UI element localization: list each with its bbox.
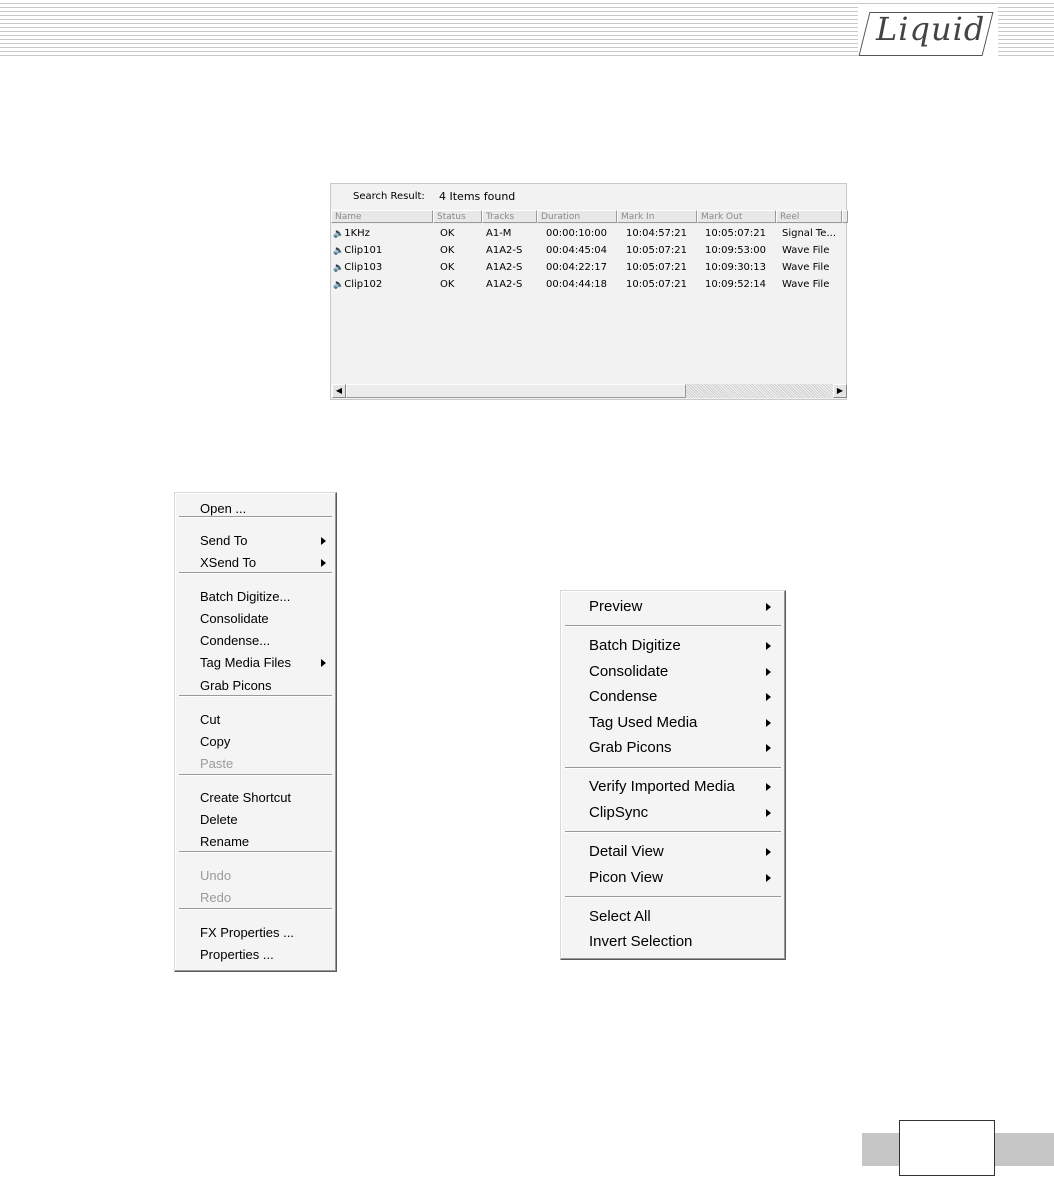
cell-mark-in: 10:05:07:21 (626, 245, 688, 256)
menu-item-consolidate[interactable] (561, 661, 785, 683)
search-result-panel (330, 183, 847, 400)
cell-name (333, 228, 370, 239)
cell-mark-in: 10:05:07:21 (626, 279, 688, 290)
cell-duration: 00:04:44:18 (546, 279, 608, 290)
menu-item-properties[interactable] (175, 946, 336, 964)
menu-item-undo (175, 867, 336, 885)
menu-separator (179, 516, 332, 518)
logo-text: Liquid (876, 10, 986, 48)
cell-tracks: A1-M (486, 228, 512, 239)
menu-separator (565, 831, 781, 833)
submenu-arrow-icon (321, 537, 326, 545)
cell-reel: Wave File (782, 245, 830, 256)
menu-item-label: Properties ... (200, 947, 274, 962)
column-header-mark-out[interactable]: Mark Out (697, 210, 776, 223)
menu-item-invert-selection[interactable] (561, 931, 785, 953)
menu-item-label: XSend To (200, 555, 257, 570)
cell-name-text: Clip103 (344, 262, 383, 273)
menu-separator (179, 908, 332, 910)
cell-status: OK (440, 279, 455, 290)
menu-item-xsend-to[interactable] (175, 554, 336, 572)
menu-item-label: Delete (200, 812, 238, 827)
column-header-duration[interactable]: Duration (537, 210, 617, 223)
cell-duration: 00:00:10:00 (546, 228, 608, 239)
menu-item-label: Send To (200, 533, 248, 548)
menu-item-paste (175, 755, 336, 773)
menu-separator (179, 695, 332, 697)
menu-item-label: Create Shortcut (200, 790, 292, 805)
menu-separator (565, 896, 781, 898)
cell-mark-in: 10:05:07:21 (626, 262, 688, 273)
menu-item-tag-used-media[interactable] (561, 712, 785, 734)
menu-item-label: Grab Picons (589, 739, 672, 756)
menu-item-tag-media-files[interactable] (175, 654, 336, 672)
column-header-name[interactable]: Name (331, 210, 433, 223)
menu-item-label: Cut (200, 712, 221, 727)
column-header-reel[interactable]: Reel (776, 210, 842, 223)
cell-reel: Wave File (782, 262, 830, 273)
search-result-count: 4 Items found (439, 190, 516, 203)
table-row[interactable] (331, 260, 846, 276)
menu-item-label: Tag Used Media (589, 714, 698, 731)
submenu-arrow-icon (766, 874, 771, 882)
table-row[interactable] (331, 243, 846, 259)
menu-item-label: Verify Imported Media (589, 778, 735, 795)
submenu-arrow-icon (766, 642, 771, 650)
menu-item-select-all[interactable] (561, 906, 785, 928)
menu-item-batch-digitize[interactable] (175, 588, 336, 606)
menu-item-batch-digitize[interactable] (561, 635, 785, 657)
cell-tracks: A1A2-S (486, 279, 523, 290)
menu-separator (179, 851, 332, 853)
speaker-icon: 🔈 (333, 280, 345, 290)
cell-mark-in: 10:04:57:21 (626, 228, 688, 239)
scroll-left-arrow-icon[interactable]: ◀ (332, 384, 346, 398)
context-menu-file (174, 492, 337, 972)
menu-item-label: Preview (589, 598, 643, 615)
menu-item-preview[interactable] (561, 596, 785, 618)
column-header-tracks[interactable]: Tracks (482, 210, 537, 223)
menu-item-send-to[interactable] (175, 532, 336, 550)
column-header-row (331, 210, 846, 224)
menu-item-condense[interactable] (561, 686, 785, 708)
menu-item-consolidate[interactable] (175, 610, 336, 628)
menu-item-label: Undo (200, 868, 232, 883)
cell-status: OK (440, 245, 455, 256)
menu-item-label: Copy (200, 734, 231, 749)
speaker-icon: 🔈 (333, 229, 345, 239)
cell-name (333, 262, 382, 273)
submenu-arrow-icon (321, 659, 326, 667)
cell-mark-out: 10:09:52:14 (705, 279, 767, 290)
menu-item-label: Batch Digitize... (200, 589, 291, 604)
menu-item-label: Detail View (589, 843, 664, 860)
menu-item-picon-view[interactable] (561, 867, 785, 889)
menu-item-clipsync[interactable] (561, 802, 785, 824)
menu-item-label: Invert Selection (589, 933, 693, 950)
cell-name-text: Clip102 (344, 279, 383, 290)
cell-mark-out: 10:09:53:00 (705, 245, 767, 256)
menu-item-detail-view[interactable] (561, 841, 785, 863)
cell-tracks: A1A2-S (486, 245, 523, 256)
menu-item-label: Grab Picons (200, 678, 272, 693)
menu-item-label: Condense (589, 688, 658, 705)
submenu-arrow-icon (766, 719, 771, 727)
menu-item-label: ClipSync (589, 804, 649, 821)
speaker-icon: 🔈 (333, 263, 345, 273)
page-number-box (899, 1120, 995, 1176)
cell-tracks: A1A2-S (486, 262, 523, 273)
menu-item-label: Condense... (200, 633, 271, 648)
submenu-arrow-icon (766, 848, 771, 856)
menu-item-label: Paste (200, 756, 234, 771)
menu-item-create-shortcut[interactable] (175, 789, 336, 807)
context-menu-project (560, 590, 786, 960)
menu-item-label: Consolidate (200, 611, 269, 626)
menu-item-label: Picon View (589, 869, 663, 886)
scroll-track[interactable] (686, 384, 833, 398)
menu-separator (565, 767, 781, 769)
column-header-status[interactable]: Status (433, 210, 482, 223)
scroll-right-arrow-icon[interactable]: ▶ (833, 384, 847, 398)
menu-item-label: Consolidate (589, 663, 669, 680)
menu-item-label: Redo (200, 890, 232, 905)
menu-item-delete[interactable] (175, 811, 336, 829)
menu-item-label: FX Properties ... (200, 925, 294, 940)
cell-name (333, 245, 382, 256)
menu-separator (179, 774, 332, 776)
menu-separator (179, 572, 332, 574)
submenu-arrow-icon (766, 693, 771, 701)
cell-reel: Wave File (782, 279, 830, 290)
submenu-arrow-icon (766, 603, 771, 611)
column-header-mark-in[interactable]: Mark In (617, 210, 697, 223)
cell-mark-out: 10:09:30:13 (705, 262, 767, 273)
menu-item-label: Open ... (200, 501, 247, 516)
menu-item-grab-picons[interactable] (561, 737, 785, 759)
menu-item-condense[interactable] (175, 632, 336, 650)
submenu-arrow-icon (321, 559, 326, 567)
table-row[interactable] (331, 226, 846, 242)
menu-item-label: Tag Media Files (200, 655, 292, 670)
submenu-arrow-icon (766, 744, 771, 752)
horizontal-scrollbar[interactable] (332, 384, 847, 398)
cell-status: OK (440, 262, 455, 273)
scroll-thumb[interactable] (346, 384, 686, 398)
cell-mark-out: 10:05:07:21 (705, 228, 767, 239)
menu-item-verify-imported-media[interactable] (561, 776, 785, 798)
submenu-arrow-icon (766, 809, 771, 817)
speaker-icon: 🔈 (333, 246, 345, 256)
submenu-arrow-icon (766, 783, 771, 791)
search-result-label: Search Result: (353, 191, 425, 202)
menu-item-fx-properties[interactable] (175, 924, 336, 942)
menu-item-redo (175, 889, 336, 907)
menu-item-cut[interactable] (175, 711, 336, 729)
cell-name-text: Clip101 (344, 245, 383, 256)
cell-name-text: 1KHz (344, 228, 370, 239)
menu-item-label: Select All (589, 908, 651, 925)
menu-item-grab-picons[interactable] (175, 677, 336, 695)
cell-name (333, 279, 382, 290)
cell-duration: 00:04:45:04 (546, 245, 608, 256)
menu-item-rename[interactable] (175, 833, 336, 851)
cell-duration: 00:04:22:17 (546, 262, 608, 273)
column-header-extra (842, 210, 848, 223)
menu-separator (565, 625, 781, 627)
cell-status: OK (440, 228, 455, 239)
menu-item-label: Batch Digitize (589, 637, 681, 654)
liquid-logo (858, 4, 998, 62)
submenu-arrow-icon (766, 668, 771, 676)
menu-item-label: Rename (200, 834, 250, 849)
cell-reel: Signal Te... (782, 228, 836, 239)
menu-item-copy[interactable] (175, 733, 336, 751)
table-row[interactable] (331, 277, 846, 293)
